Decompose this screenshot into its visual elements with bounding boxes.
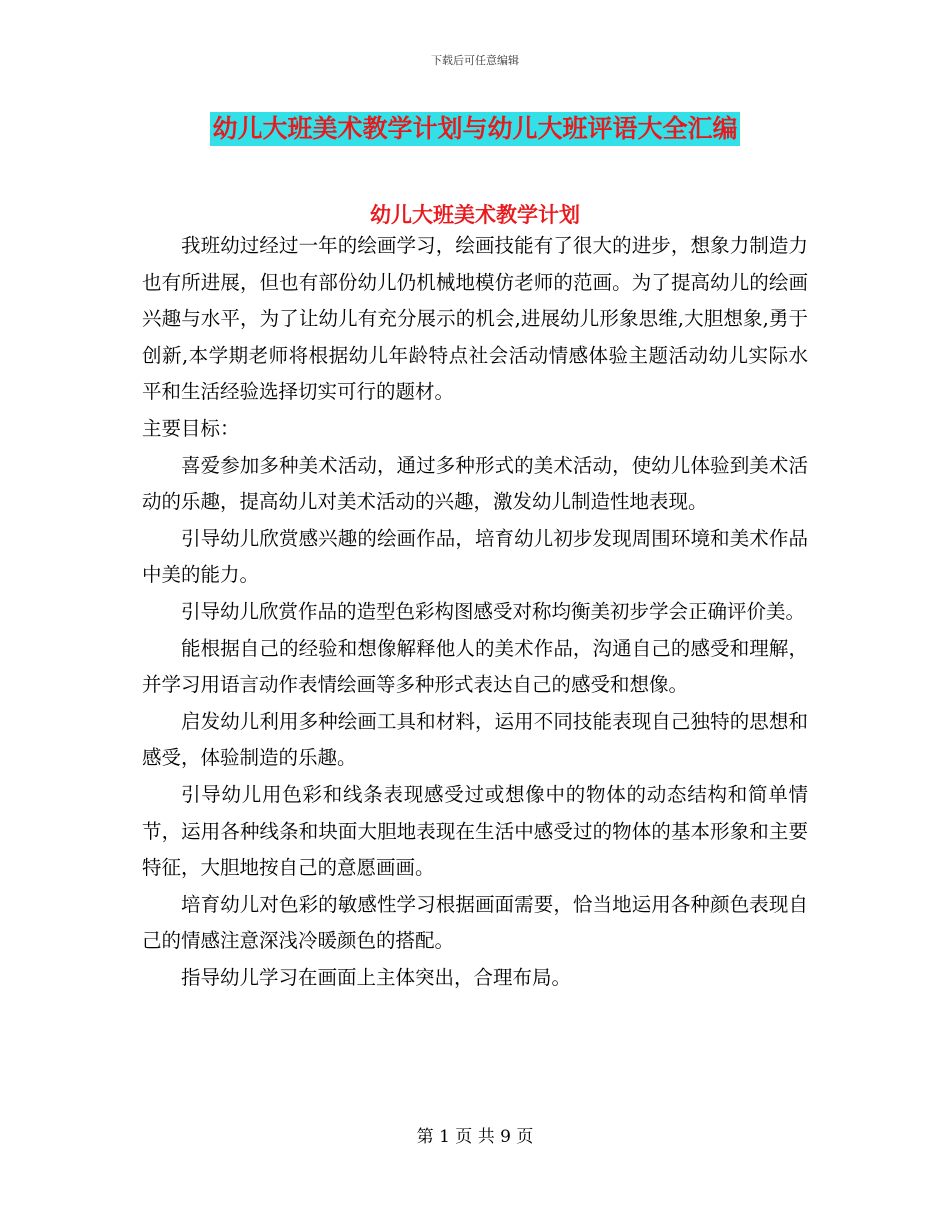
- paragraph-goal-3: 引导幼儿欣赏作品的造型色彩构图感受对称均衡美初步学会正确评价美。: [181, 599, 806, 623]
- section-title: 幼儿大班美术教学计划: [370, 202, 580, 227]
- paragraph-intro: 我班幼过经过一年的绘画学习，绘画技能有了很大的进步，想象力制造力也有所进展，但也有部份幼儿仍机械地模仿老师的范画。为了提高幼儿的绘画兴趣与水平，为了让幼儿有充分展示的机会,进展幼儿形象思维,大胆想象,勇于创新,本学期老师将根据幼儿年龄特点社会活动情感体验主题活动幼儿实际水平和生活经验选择切实可行的题材。: [142, 234, 808, 404]
- paragraph-goal-4: 能根据自己的经验和想像解释他人的美术作品，沟通自己的感受和理解，并学习用语言动作表情绘画等多种形式表达自己的感受和想像。: [142, 636, 808, 697]
- page-footer-number: 第 1 页 共 9 页: [416, 1127, 534, 1147]
- paragraph-goal-7: 培育幼儿对色彩的敏感性学习根据画面需要，恰当地运用各种颜色表现自己的情感注意深浅冷暖颜色的搭配。: [142, 892, 808, 953]
- page-header-note: 下载后可任意编辑: [431, 54, 519, 67]
- paragraph-goals-heading: 主要目标：: [142, 416, 240, 440]
- paragraph-goal-1: 喜爱参加多种美术活动，通过多种形式的美术活动，使幼儿体验到美术活动的乐趣，提高幼儿对美术活动的兴趣，激发幼儿制造性地表现。: [142, 453, 808, 514]
- document-body: [142, 228, 808, 996]
- document-title: 幼儿大班美术教学计划与幼儿大班评语大全汇编: [210, 112, 739, 146]
- paragraph-goal-2: 引导幼儿欣赏感兴趣的绘画作品，培育幼儿初步发现周围环境和美术作品中美的能力。: [142, 526, 808, 587]
- paragraph-goal-8: 指导幼儿学习在画面上主体突出，合理布局。: [181, 965, 572, 989]
- document-title-container: [0, 112, 950, 146]
- paragraph-goal-6: 引导幼儿用色彩和线条表现感受过或想像中的物体的动态结构和简单情节，运用各种线条和块面大胆地表现在生活中感受过的物体的基本形象和主要特征，大胆地按自己的意愿画画。: [142, 782, 808, 880]
- paragraph-goal-5: 启发幼儿利用多种绘画工具和材料，运用不同技能表现自己独特的思想和感受，体验制造的乐趣。: [142, 709, 808, 770]
